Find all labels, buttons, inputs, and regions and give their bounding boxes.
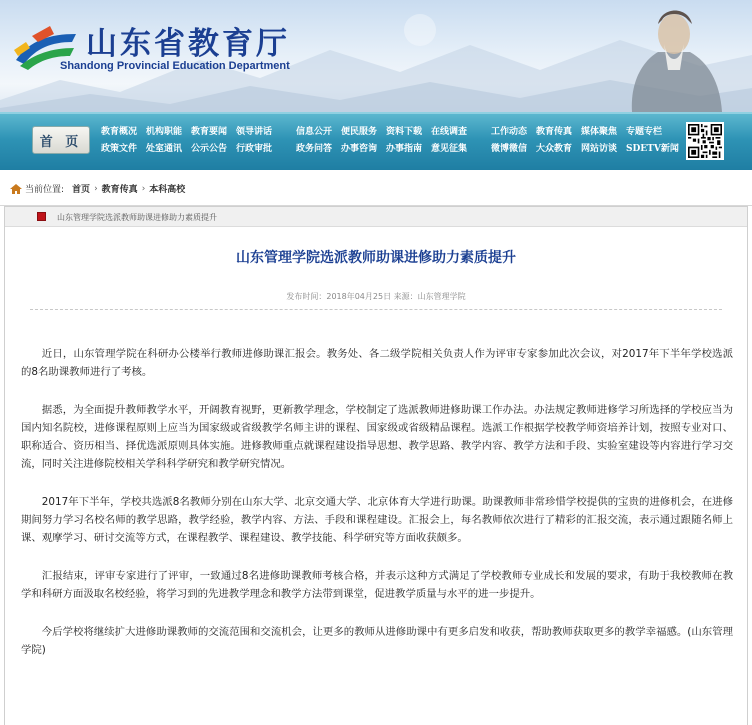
nav-item[interactable]: 政务问答 <box>296 144 333 154</box>
nav-item[interactable]: 处室通讯 <box>146 144 183 154</box>
nav-item[interactable]: 教育要闻 <box>191 127 228 137</box>
article-body <box>21 345 733 679</box>
dashed-divider <box>30 309 722 310</box>
article-strip-title: 山东管理学院选派教师助课进修助力素质提升 <box>57 213 217 222</box>
article-meta <box>5 291 747 302</box>
site-title: 山东省教育厅 <box>86 26 290 62</box>
nav-item[interactable]: SDETV新闻 <box>626 144 679 154</box>
article-paragraph: 近日，山东管理学院在科研办公楼举行教师进修助课汇报会。教务处、各二级学院相关负责人作为评审专家参加此次会议，对2017年下半年学校选派的8名助课教师进行了考核。 <box>21 348 733 378</box>
nav-item[interactable]: 领导讲话 <box>236 127 273 137</box>
nav-item[interactable]: 教育传真 <box>536 127 573 137</box>
nav-item[interactable]: 意见征集 <box>431 144 468 154</box>
article-title-strip <box>5 207 747 227</box>
site-subtitle: Shandong Provincial Education Department <box>60 60 290 72</box>
article-paragraph: 2017年下半年，学校共选派8名教师分别在山东大学、北京交通大学、北京体育大学进行助课。助课教师非常珍惜学校提供的宝贵的进修机会，在进修期间努力学习名校名师的教学思路，教学经验，教学内容、方法、手段和课程建设。汇报会上，每名教师依次进行了精彩的汇报交流，表示通过跟随名师上课、观摩学习、研讨交流等方式，在课程教学、课程建设、教学技能、科学研究等方面收获颇多。 <box>21 496 733 544</box>
site-banner <box>0 0 752 112</box>
breadcrumb-home-link[interactable]: 首页 <box>72 185 91 195</box>
main-navigation <box>0 112 752 170</box>
nav-item[interactable]: 行政审批 <box>236 144 273 154</box>
breadcrumb-prefix: 当前位置: <box>25 185 65 195</box>
nav-item[interactable]: 工作动态 <box>491 127 528 137</box>
qr-code-icon[interactable] <box>686 122 724 160</box>
breadcrumb-separator: › <box>94 183 98 194</box>
nav-item[interactable]: 大众教育 <box>536 144 573 154</box>
article-paragraph: 据悉，为全面提升教师教学水平，开阔教育视野，更新教学理念，学校制定了选派教师进修助课工作办法。办法规定教师进修学习所选择的学校应当为国内知名院校，进修课程原则上应当为国家级或省级教学名师主讲的课程、国家级或省级精品课程。选派工作根据学校教学师资培养计划，按照专业对口、职称适合、资历相当、择优选派原则具体实施。进修教师重点就课程建设指导思想、教学思路、教学内容、教学方法和手段、实验室建设等内容进行学习交流，同时关注进修院校相关学科科学研究和教学研究情况。 <box>21 404 733 470</box>
article-title: 山东管理学院选派教师助课进修助力素质提升 <box>236 250 516 266</box>
nav-item[interactable]: 办事指南 <box>386 144 423 154</box>
breadcrumb-category-link[interactable]: 本科高校 <box>149 185 186 195</box>
article-paragraph: 汇报结束，评审专家进行了评审，一致通过8名进修助课教师考核合格，并表示这种方式满足了学校教师专业成长和发展的要求，有助于我校教师在教学和科研方面汲取名校经验，将学习到的先进教学理念和教学方法带到课堂，促进教学质量与水平的进一步提升。 <box>21 570 733 600</box>
breadcrumb-section-link[interactable]: 教育传真 <box>101 185 138 195</box>
breadcrumb-separator: › <box>141 183 146 194</box>
nav-item[interactable]: 微博微信 <box>491 144 528 154</box>
nav-item[interactable]: 办事咨询 <box>341 144 378 154</box>
nav-item[interactable]: 资料下载 <box>386 127 423 137</box>
confucius-portrait-icon <box>592 0 752 112</box>
nav-home-button[interactable]: 首 页 <box>32 126 90 154</box>
nav-item[interactable]: 在线调查 <box>431 127 468 137</box>
nav-item[interactable]: 便民服务 <box>341 127 378 137</box>
article-panel <box>4 206 748 725</box>
nav-item[interactable]: 机构职能 <box>146 127 183 137</box>
nav-item[interactable]: 政策文件 <box>101 144 138 154</box>
nav-item[interactable]: 教育概况 <box>101 127 138 137</box>
nav-item[interactable]: 信息公开 <box>296 127 333 137</box>
red-square-bullet-icon <box>37 212 46 221</box>
nav-item[interactable]: 公示公告 <box>191 144 228 154</box>
nav-item[interactable]: 媒体聚焦 <box>581 127 618 137</box>
nav-item[interactable]: 专题专栏 <box>626 127 663 137</box>
breadcrumb <box>0 170 752 206</box>
home-icon <box>10 184 22 194</box>
article-paragraph: 今后学校将继续扩大进修助课教师的交流范围和交流机会，让更多的教师从进修助课中有更多启发和收获，帮助教师获取更多的教学幸福感。(山东管理学院) <box>21 626 733 656</box>
nav-item[interactable]: 网站访谈 <box>581 144 618 154</box>
article-publish-info: 发布时间：2018年04月25日 来源：山东管理学院 <box>286 292 466 301</box>
